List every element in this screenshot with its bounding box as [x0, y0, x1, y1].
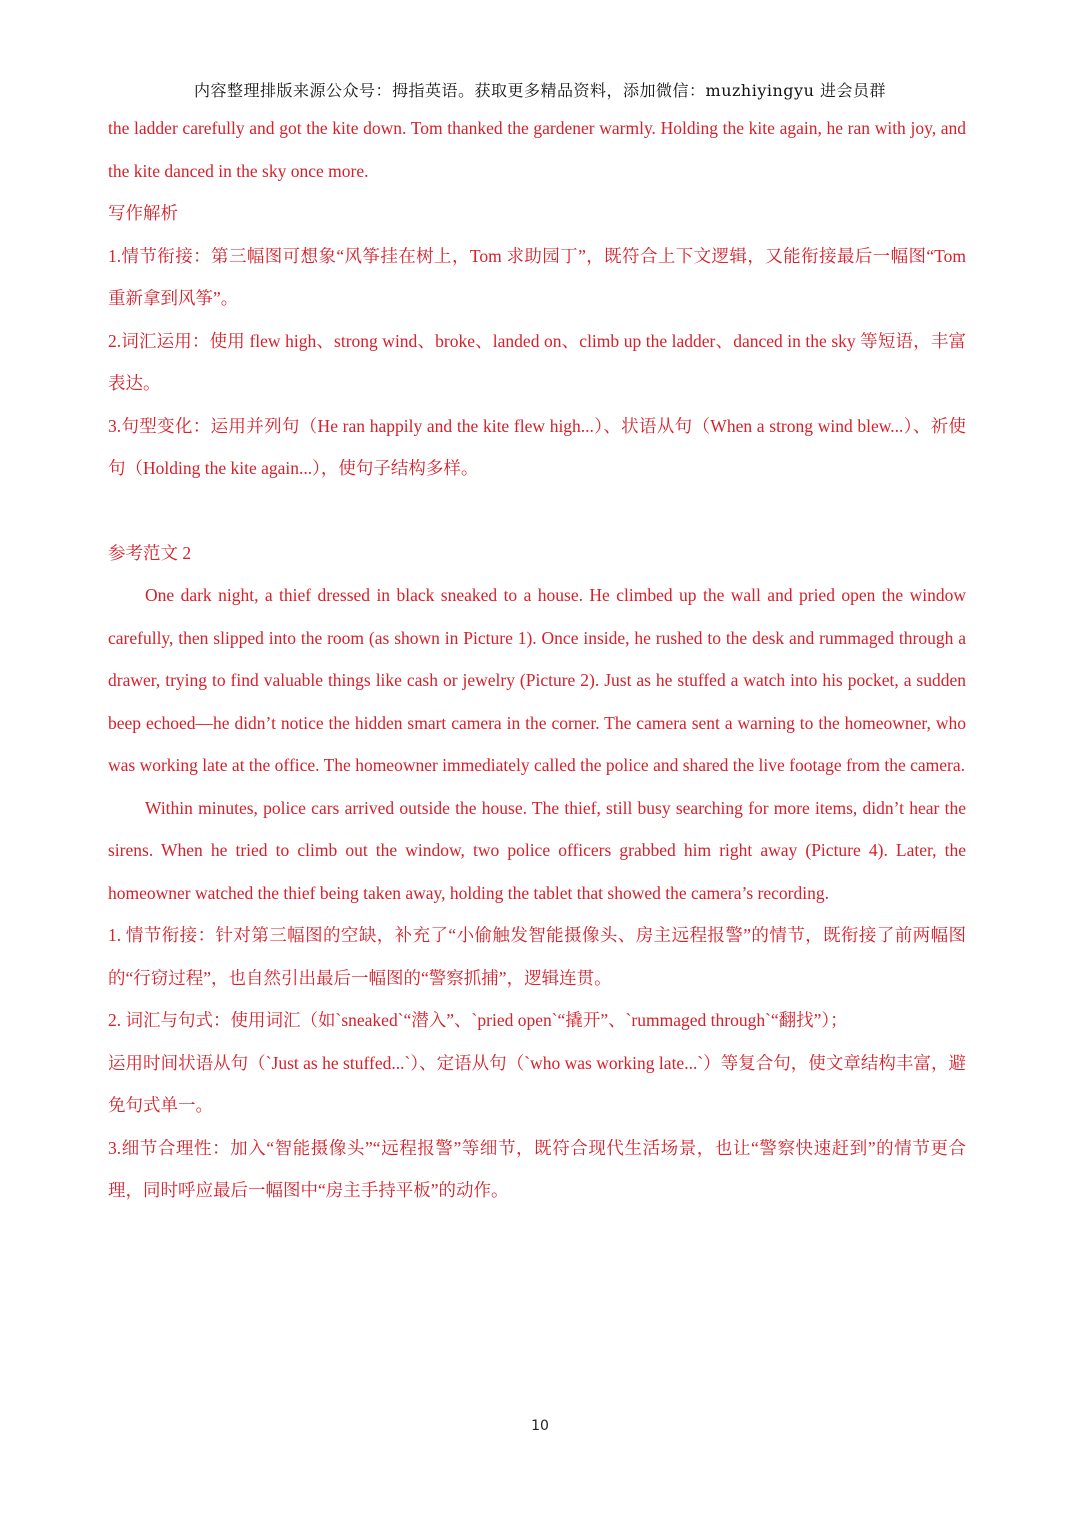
- essay-paragraph-2: Within minutes, police cars arrived outside the house. The thief, still busy searching for more items, didn’t hear the sirens. When he tried to climb out the window, two police officers grabbed him right away (Picture 4). Later, the homeowner watched the thief being taken away, holding the tablet that showed the camera’s recording.: [108, 797, 966, 903]
- sample-essay-title: 参考范文 2: [108, 542, 192, 563]
- page-header: 内容整理排版来源公众号：拇指英语。获取更多精品资料，添加微信：muzhiyingyu 进会员群: [194, 81, 886, 100]
- essay-analysis-point-1: 1. 情节衔接：针对第三幅图的空缺，补充了“小偷触发智能摄像头、房主远程报警”的情节，既衔接了前两幅图的“行窃过程”，也自然引出最后一幅图的“警察抓捕”，逻辑连贯。: [108, 925, 966, 988]
- analysis-point-3: 3.句型变化：运用并列句（He ran happily and the kite flew high...）、状语从句（When a strong wind blew...）、祈使句（Holding the kite again...），使句子结构多样。: [108, 415, 966, 478]
- essay-analysis-point-2: 2. 词汇与句式：使用词汇（如`sneaked`“潜入”、`pried open`“撬开”、`rummaged through`“翻找”）；: [108, 1010, 848, 1030]
- page-content: [108, 107, 966, 1212]
- analysis-point-1: 1.情节衔接：第三幅图可想象“风筝挂在树上，Tom 求助园丁”，既符合上下文逻辑，又能衔接最后一幅图“Tom 重新拿到风筝”。: [108, 245, 966, 308]
- essay-paragraph-1: One dark night, a thief dressed in black sneaked to a house. He climbed up the wall and pried open the window carefully, then slipped into the room (as shown in Picture 1). Once inside, he rushed to the desk and rummaged through a drawer, trying to find valuable things like cash or jewelry (Picture 2). Just as he stuffed a watch into his pocket, a sudden beep echoed—he didn’t notice the hidden smart camera in the corner. The camera sent a warning to the homeowner, who was working late at the office. The homeowner immediately called the police and shared the live footage from the camera.: [108, 585, 966, 775]
- essay-analysis-point-3: 3.细节合理性：加入“智能摄像头”“远程报警”等细节，既符合现代生活场景，也让“警察快速赶到”的情节更合理，同时呼应最后一幅图中“房主手持平板”的动作。: [108, 1137, 966, 1200]
- analysis-point-2: 2.词汇运用：使用 flew high、strong wind、broke、landed on、climb up the ladder、danced in the sky 等短语，丰富表达。: [108, 330, 966, 393]
- story-continuation: the ladder carefully and got the kite down. Tom thanked the gardener warmly. Holding the kite again, he ran with joy, and the kite danced in the sky once more.: [108, 118, 966, 181]
- section-spacer: [108, 490, 966, 532]
- essay-analysis-point-2-continued: 运用时间状语从句（`Just as he stuffed...`）、定语从句（`who was working late...`）等复合句，使文章结构丰富，避免句式单一。: [108, 1052, 966, 1115]
- page-number: 10: [531, 1418, 549, 1434]
- analysis-title: 写作解析: [108, 203, 178, 223]
